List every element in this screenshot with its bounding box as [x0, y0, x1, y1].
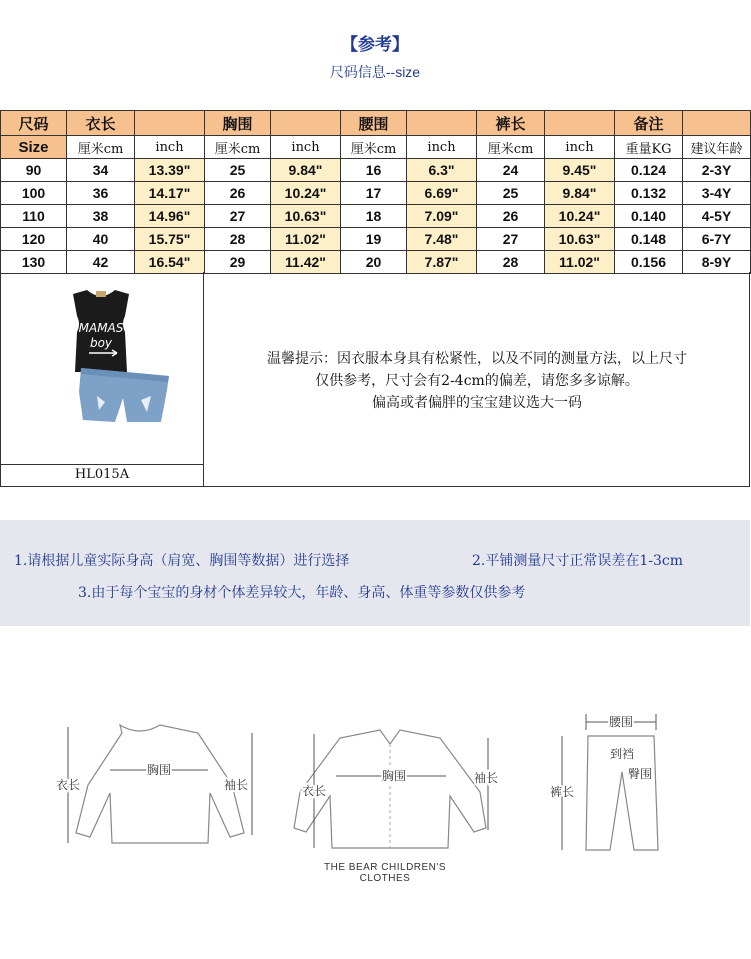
- header-cell: inch: [135, 136, 205, 159]
- table-subheader-row: [1, 136, 751, 159]
- size-notes: [205, 348, 749, 414]
- rise-label: 到裆: [609, 747, 635, 761]
- page-subtitle: 尺码信息--size: [329, 64, 421, 80]
- table-cell: 8-9Y: [683, 251, 751, 274]
- table-cell: 130: [1, 251, 67, 274]
- table-cell: 25: [205, 159, 271, 182]
- table-cell: 3-4Y: [683, 182, 751, 205]
- table-cell: 110: [1, 205, 67, 228]
- header-cell: 厘米cm: [205, 136, 271, 159]
- table-cell: 10.63": [545, 228, 615, 251]
- note-line: 偏高或者偏胖的宝宝建议选大一码: [372, 395, 582, 411]
- table-cell: 7.48": [407, 228, 477, 251]
- sleeve-label: 袖长: [223, 778, 249, 792]
- hip-label: 臀围: [627, 767, 653, 781]
- table-cell: 20: [341, 251, 407, 274]
- table-cell: 15.75": [135, 228, 205, 251]
- pants-measure-diagram: [540, 710, 670, 860]
- header-cell: 裤长: [477, 111, 545, 136]
- product-image: [1, 272, 204, 465]
- table-cell: 28: [205, 228, 271, 251]
- table-cell: 19: [341, 228, 407, 251]
- table-cell: 0.124: [615, 159, 683, 182]
- header-cell: 厘米cm: [67, 136, 135, 159]
- table-cell: 38: [67, 205, 135, 228]
- header-cell: 备注: [615, 111, 683, 136]
- length-label: 裤长: [549, 785, 575, 799]
- table-cell: 100: [1, 182, 67, 205]
- header-cell: 尺码: [1, 111, 67, 136]
- table-cell: 14.96": [135, 205, 205, 228]
- table-cell: 36: [67, 182, 135, 205]
- table-cell: 0.148: [615, 228, 683, 251]
- table-cell: 9.84": [271, 159, 341, 182]
- product-note-box: [0, 272, 750, 487]
- table-row: [1, 159, 751, 182]
- table-cell: 4-5Y: [683, 205, 751, 228]
- table-cell: 9.84": [545, 182, 615, 205]
- shirt-print-line1: MAMAS: [78, 321, 124, 335]
- header-cell: Size: [1, 136, 67, 159]
- table-row: [1, 205, 751, 228]
- table-cell: 34: [67, 159, 135, 182]
- table-cell: 14.17": [135, 182, 205, 205]
- tip-1: 1.请根据儿童实际身高（肩宽、胸围等数据）进行选择: [14, 553, 350, 569]
- table-cell: 40: [67, 228, 135, 251]
- table-cell: 7.87": [407, 251, 477, 274]
- tip-2: 2.平铺测量尺寸正常误差在1-3cm: [472, 553, 684, 569]
- length-label: 衣长: [55, 778, 81, 792]
- header-cell: 重量KG: [615, 136, 683, 159]
- header-cell: inch: [545, 136, 615, 159]
- table-row: [1, 251, 751, 274]
- table-cell: 27: [477, 228, 545, 251]
- header-cell: 建议年龄: [683, 136, 751, 159]
- table-cell: 10.24": [271, 182, 341, 205]
- header-cell: 厘米cm: [341, 136, 407, 159]
- table-cell: 28: [477, 251, 545, 274]
- table-cell: 29: [205, 251, 271, 274]
- tag-shape: [96, 291, 106, 297]
- table-cell: 0.156: [615, 251, 683, 274]
- table-cell: 16.54": [135, 251, 205, 274]
- table-row: [1, 182, 751, 205]
- product-code: HL015A: [1, 464, 204, 486]
- table-cell: 11.02": [271, 228, 341, 251]
- diagram-caption: THE BEAR CHILDREN'S CLOTHES: [324, 862, 446, 884]
- waist-label: 腰围: [608, 715, 634, 729]
- note-line: 温馨提示：因衣服本身具有松紧性，以及不同的测量方法，以上尺寸: [267, 351, 687, 367]
- table-cell: 42: [67, 251, 135, 274]
- table-cell: 7.09": [407, 205, 477, 228]
- table-cell: 25: [477, 182, 545, 205]
- tip-3: 3.由于每个宝宝的身材个体差异较大，年龄、身高、体重等参数仅供参考: [78, 585, 526, 601]
- table-cell: 10.24": [545, 205, 615, 228]
- tshirt-measure-diagram: [55, 715, 260, 855]
- shirt-measure-diagram: [290, 720, 510, 860]
- product-illustration: [1, 272, 203, 464]
- table-cell: 27: [205, 205, 271, 228]
- table-cell: 26: [205, 182, 271, 205]
- table-cell: 17: [341, 182, 407, 205]
- header-cell: [407, 111, 477, 136]
- table-cell: 0.140: [615, 205, 683, 228]
- table-cell: 2-3Y: [683, 159, 751, 182]
- table-cell: 24: [477, 159, 545, 182]
- table-cell: 10.63": [271, 205, 341, 228]
- table-cell: 90: [1, 159, 67, 182]
- header-cell: 胸围: [205, 111, 271, 136]
- header-cell: 厘米cm: [477, 136, 545, 159]
- table-header-row: [1, 111, 751, 136]
- header-cell: 腰围: [341, 111, 407, 136]
- table-cell: 26: [477, 205, 545, 228]
- table-cell: 11.02": [545, 251, 615, 274]
- length-label: 衣长: [301, 784, 327, 798]
- header-cell: [135, 111, 205, 136]
- tips-band: [0, 520, 750, 626]
- header-cell: [271, 111, 341, 136]
- table-cell: 16: [341, 159, 407, 182]
- note-line: 仅供参考，尺寸会有2-4cm的偏差，请您多多谅解。: [315, 373, 639, 389]
- table-cell: 6.69": [407, 182, 477, 205]
- header-cell: inch: [407, 136, 477, 159]
- table-cell: 120: [1, 228, 67, 251]
- table-cell: 11.42": [271, 251, 341, 274]
- header-cell: [683, 111, 751, 136]
- chest-label: 胸围: [381, 769, 407, 783]
- page-title: 【参考】: [341, 35, 409, 54]
- header-cell: 衣长: [67, 111, 135, 136]
- table-cell: 18: [341, 205, 407, 228]
- shirt-print-line2: boy: [89, 336, 113, 350]
- tshirt-outline-icon: [76, 725, 244, 843]
- header-cell: inch: [271, 136, 341, 159]
- chest-label: 胸围: [146, 763, 172, 777]
- table-row: [1, 228, 751, 251]
- table-cell: 0.132: [615, 182, 683, 205]
- table-cell: 9.45": [545, 159, 615, 182]
- header-cell: [545, 111, 615, 136]
- table-cell: 6-7Y: [683, 228, 751, 251]
- size-table: [0, 110, 751, 274]
- table-cell: 13.39": [135, 159, 205, 182]
- table-cell: 6.3": [407, 159, 477, 182]
- sleeve-label: 袖长: [473, 771, 499, 785]
